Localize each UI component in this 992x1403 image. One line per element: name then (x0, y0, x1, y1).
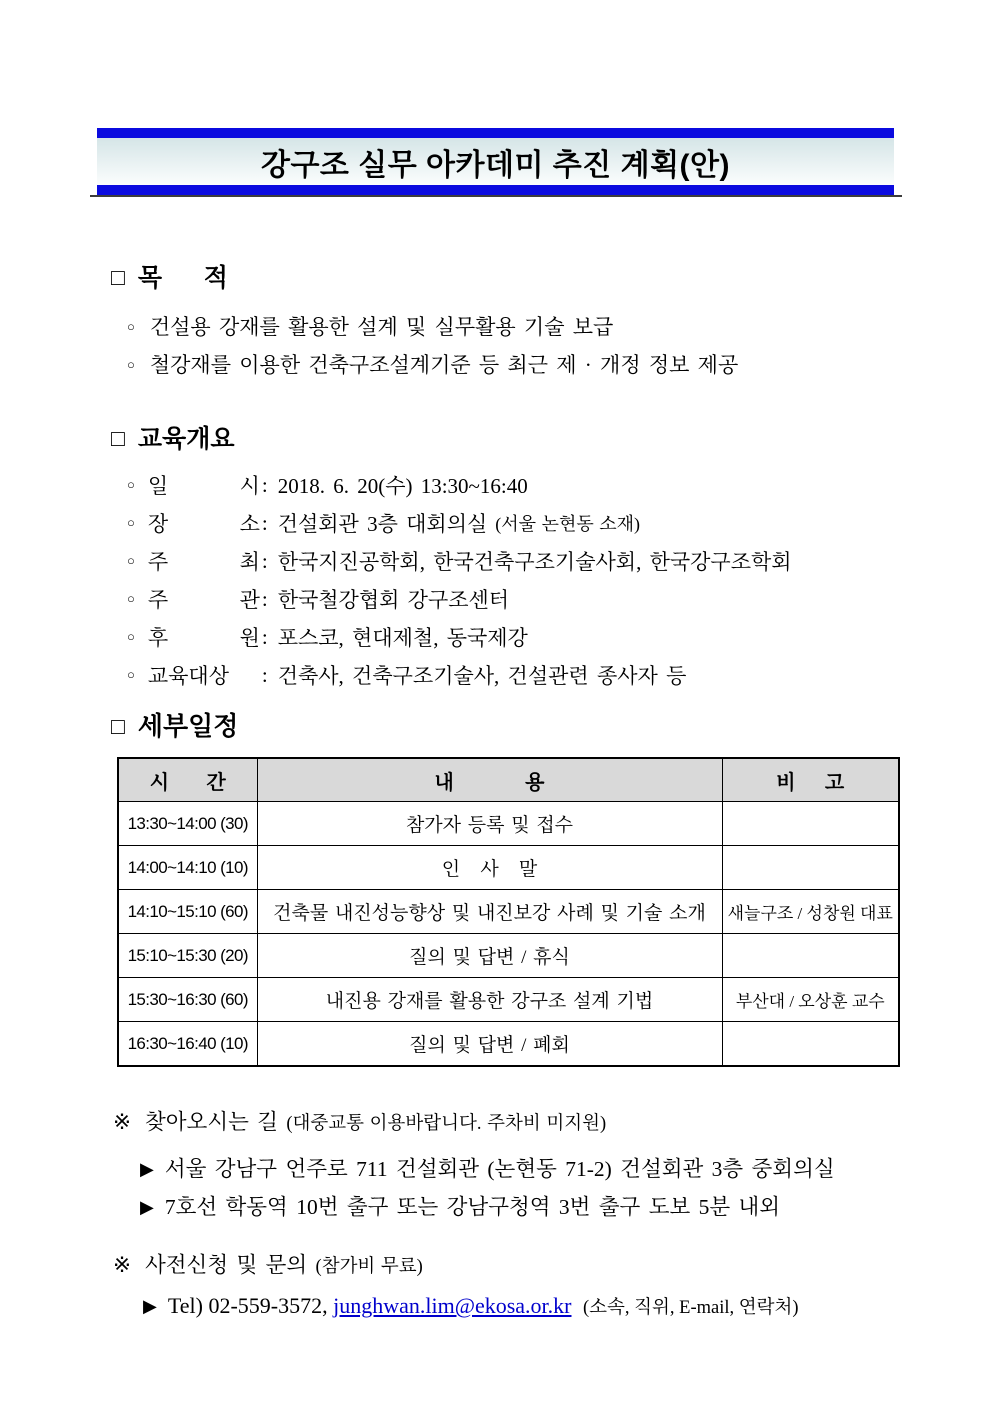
contact-heading-label: 사전신청 및 문의 (145, 1253, 308, 1277)
contact-heading (113, 1252, 992, 1281)
overview-label: 교육대상 (147, 664, 230, 688)
email-link[interactable]: junghwan.lim@ekosa.or.kr (333, 1293, 572, 1318)
circle-bullet-icon: ○ (127, 667, 135, 682)
contact-tel-line (143, 1291, 992, 1323)
circle-bullet-icon: ○ (127, 553, 135, 568)
overview-label: 관 (239, 588, 260, 612)
circle-bullet-icon: ○ (127, 357, 135, 372)
schedule-heading-label: 세부일정 (137, 711, 239, 741)
overview-label: 주 (147, 588, 169, 612)
separator: : (261, 624, 268, 649)
overview-value: 2018. 6. 20(수) 13:30~16:40 (277, 474, 528, 498)
separator: : (261, 662, 268, 687)
overview-label: 소 (239, 512, 260, 536)
title-banner (97, 128, 894, 197)
table-row (118, 802, 899, 846)
table-row (118, 1022, 899, 1067)
square-bullet-icon: □ (111, 425, 125, 451)
directions-items (140, 1150, 992, 1226)
schedule-note: 새늘구조 / 성창원 대표 (722, 890, 899, 934)
square-bullet-icon: □ (111, 264, 125, 290)
table-row (118, 846, 899, 890)
schedule-note (722, 934, 899, 978)
overview-label: 시 (239, 474, 260, 498)
overview-label: 후 (147, 626, 169, 650)
list-item (140, 1150, 992, 1188)
overview-value-small: (서울 논현동 소재) (495, 514, 640, 534)
column-header-time: 시 간 (118, 758, 257, 802)
directions-item-text: 7호선 학동역 10번 출구 또는 강남구청역 3번 출구 도보 5분 내외 (164, 1195, 781, 1219)
overview-label: 주 (147, 550, 169, 574)
directions-section (113, 1109, 992, 1226)
schedule-time: 14:00~14:10 (10) (118, 846, 257, 890)
table-row (118, 890, 899, 934)
square-bullet-icon: □ (111, 713, 125, 739)
schedule-content: 참가자 등록 및 접수 (257, 802, 722, 846)
purpose-heading (111, 263, 992, 292)
table-header-row (118, 758, 899, 802)
list-item (127, 542, 992, 580)
column-header-content: 내 용 (257, 758, 722, 802)
directions-heading (113, 1109, 992, 1138)
schedule-time: 15:10~15:30 (20) (118, 934, 257, 978)
circle-bullet-icon: ○ (127, 591, 135, 606)
overview-label: 원 (239, 626, 260, 650)
schedule-heading (111, 712, 992, 740)
separator: : (261, 472, 268, 497)
table-row (118, 978, 899, 1022)
schedule-note: 부산대 / 오상훈 교수 (722, 978, 899, 1022)
schedule-content: 내진용 강재를 활용한 강구조 설계 기법 (257, 978, 722, 1022)
schedule-table (117, 757, 900, 1067)
schedule-content: 건축물 내진성능향상 및 내진보강 사례 및 기술 소개 (257, 890, 722, 934)
banner-top-bar (97, 128, 894, 138)
list-item (140, 1188, 992, 1226)
list-item (127, 346, 992, 384)
overview-heading-label: 교육개요 (137, 425, 235, 453)
schedule-time: 13:30~14:00 (30) (118, 802, 257, 846)
overview-label: 일 (147, 474, 169, 498)
overview-list (127, 466, 992, 694)
overview-value: 포스코, 현대제철, 동국제강 (277, 626, 528, 650)
directions-item-text: 서울 강남구 언주로 711 건설회관 (논현동 71-2) 건설회관 3층 중회의실 (164, 1157, 835, 1181)
directions-heading-label: 찾아오시는 길 (145, 1110, 279, 1134)
arrow-bullet-icon: ▶ (140, 1197, 154, 1217)
schedule-note (722, 846, 899, 890)
schedule-content: 질의 및 답변 / 휴식 (257, 934, 722, 978)
separator: : (261, 586, 268, 611)
arrow-bullet-icon: ▶ (140, 1159, 154, 1179)
purpose-bullet-text: 철강재를 이용한 건축구조설계기준 등 최근 제 · 개정 정보 제공 (149, 353, 739, 377)
schedule-content: 질의 및 답변 / 폐회 (257, 1022, 722, 1067)
list-item (127, 580, 992, 618)
list-item (127, 656, 992, 694)
contact-suffix: (소속, 직위, E-mail, 연락처) (583, 1298, 799, 1318)
overview-value: 한국철강협회 강구조센터 (277, 588, 510, 612)
list-item (127, 466, 992, 504)
circle-bullet-icon: ○ (127, 477, 135, 492)
overview-value: 건설회관 3층 대회의실 (277, 512, 488, 536)
overview-label: 최 (239, 550, 260, 574)
purpose-heading-label: 목 적 (137, 264, 228, 292)
reference-mark-icon: ※ (113, 1110, 132, 1134)
column-header-note: 비 고 (722, 758, 899, 802)
table-row (118, 934, 899, 978)
purpose-bullets (127, 308, 992, 384)
reference-mark-icon: ※ (113, 1253, 132, 1277)
list-item (127, 504, 992, 542)
contact-section (113, 1252, 992, 1323)
circle-bullet-icon: ○ (127, 515, 135, 530)
circle-bullet-icon: ○ (127, 629, 135, 644)
tel-number: Tel) 02-559-3572, (167, 1293, 328, 1318)
arrow-bullet-icon: ▶ (143, 1296, 157, 1316)
directions-heading-small: (대중교통 이용바랍니다. 주차비 미지원) (286, 1114, 607, 1134)
banner-bottom-bar (97, 185, 894, 195)
banner-body (97, 138, 894, 185)
page-title: 강구조 실무 아카데미 추진 계획(안) (260, 148, 731, 182)
schedule-note (722, 802, 899, 846)
list-item (127, 308, 992, 346)
separator: : (261, 510, 268, 535)
overview-value: 한국지진공학회, 한국건축구조기술사회, 한국강구조학회 (277, 550, 792, 574)
schedule-time: 16:30~16:40 (10) (118, 1022, 257, 1067)
contact-heading-small: (참가비 무료) (315, 1257, 423, 1277)
banner-underline (90, 195, 902, 197)
schedule-time: 15:30~16:30 (60) (118, 978, 257, 1022)
circle-bullet-icon: ○ (127, 319, 135, 334)
overview-heading (111, 424, 992, 453)
schedule-content: 인 사 말 (257, 846, 722, 890)
schedule-note (722, 1022, 899, 1067)
separator: : (261, 548, 268, 573)
overview-value: 건축사, 건축구조기술사, 건설관련 종사자 등 (277, 664, 687, 688)
list-item (127, 618, 992, 656)
overview-label: 장 (147, 512, 169, 536)
purpose-bullet-text: 건설용 강재를 활용한 설계 및 실무활용 기술 보급 (149, 315, 614, 339)
schedule-time: 14:10~15:10 (60) (118, 890, 257, 934)
